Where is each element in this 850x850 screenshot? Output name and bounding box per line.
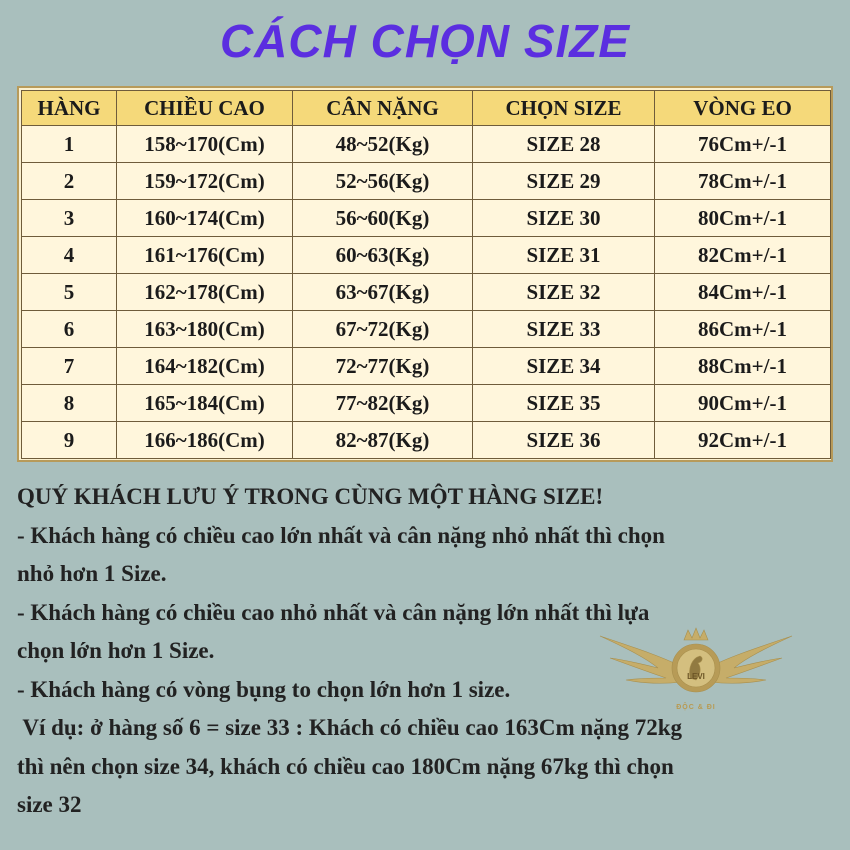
- cell-size: SIZE 30: [473, 200, 655, 237]
- cell-size: SIZE 33: [473, 311, 655, 348]
- note-line: chọn lớn hơn 1 Size.: [17, 638, 215, 663]
- header-size: CHỌN SIZE: [473, 91, 655, 126]
- cell-waist: 88Cm+/-1: [655, 348, 831, 385]
- cell-row-number: 9: [22, 422, 117, 459]
- notes-heading: QUÝ KHÁCH LƯU Ý TRONG CÙNG MỘT HÀNG SIZE!: [17, 484, 604, 509]
- cell-weight: 52~56(Kg): [293, 163, 473, 200]
- cell-size: SIZE 36: [473, 422, 655, 459]
- cell-weight: 72~77(Kg): [293, 348, 473, 385]
- table-row: [22, 237, 831, 274]
- cell-height: 164~182(Cm): [117, 348, 293, 385]
- winged-crest-icon: [596, 618, 796, 718]
- cell-waist: 82Cm+/-1: [655, 237, 831, 274]
- cell-row-number: 1: [22, 126, 117, 163]
- cell-waist: 92Cm+/-1: [655, 422, 831, 459]
- note-line: - Khách hàng có chiều cao lớn nhất và cân nặng nhỏ nhất thì chọn: [17, 522, 665, 548]
- cell-height: 166~186(Cm): [117, 422, 293, 459]
- cell-height: 161~176(Cm): [117, 237, 293, 274]
- cell-waist: 78Cm+/-1: [655, 163, 831, 200]
- header-height: CHIỀU CAO: [117, 91, 293, 126]
- note-line: - Khách hàng có chiều cao nhỏ nhất và cân nặng lớn nhất thì lựa: [17, 599, 650, 625]
- cell-weight: 77~82(Kg): [293, 385, 473, 422]
- cell-size: SIZE 32: [473, 274, 655, 311]
- table-row: [22, 311, 831, 348]
- cell-weight: 67~72(Kg): [293, 311, 473, 348]
- cell-height: 163~180(Cm): [117, 311, 293, 348]
- cell-waist: 86Cm+/-1: [655, 311, 831, 348]
- cell-waist: 80Cm+/-1: [655, 200, 831, 237]
- cell-height: 160~174(Cm): [117, 200, 293, 237]
- cell-row-number: 4: [22, 237, 117, 274]
- cell-weight: 82~87(Kg): [293, 422, 473, 459]
- table-row: [22, 348, 831, 385]
- example-line: size 32: [17, 792, 82, 817]
- cell-height: 159~172(Cm): [117, 163, 293, 200]
- cell-weight: 60~63(Kg): [293, 237, 473, 274]
- table-row: [22, 163, 831, 200]
- cell-row-number: 2: [22, 163, 117, 200]
- table-row: [22, 385, 831, 422]
- cell-size: SIZE 31: [473, 237, 655, 274]
- header-row-number: HÀNG: [22, 91, 117, 126]
- cell-weight: 48~52(Kg): [293, 126, 473, 163]
- cell-weight: 56~60(Kg): [293, 200, 473, 237]
- cell-size: SIZE 34: [473, 348, 655, 385]
- cell-height: 158~170(Cm): [117, 126, 293, 163]
- brand-tagline: ĐỘC & ĐI: [676, 704, 716, 711]
- cell-row-number: 5: [22, 274, 117, 311]
- brand-logo: [596, 618, 796, 718]
- table-header-row: [22, 91, 831, 126]
- table-row: [22, 200, 831, 237]
- cell-height: 162~178(Cm): [117, 274, 293, 311]
- cell-row-number: 6: [22, 311, 117, 348]
- table-row: [22, 126, 831, 163]
- note-line: - Khách hàng có vòng bụng to chọn lớn hơn 1 size.: [17, 676, 511, 702]
- cell-waist: 84Cm+/-1: [655, 274, 831, 311]
- cell-waist: 90Cm+/-1: [655, 385, 831, 422]
- cell-row-number: 8: [22, 385, 117, 422]
- header-weight: CÂN NẶNG: [293, 91, 473, 126]
- size-table: [21, 90, 831, 459]
- cell-row-number: 7: [22, 348, 117, 385]
- cell-waist: 76Cm+/-1: [655, 126, 831, 163]
- cell-size: SIZE 28: [473, 126, 655, 163]
- cell-size: SIZE 29: [473, 163, 655, 200]
- example-line: Ví dụ: ở hàng số 6 = size 33 : Khách có chiều cao 163Cm nặng 72kg: [17, 715, 683, 740]
- table-row: [22, 422, 831, 459]
- cell-height: 165~184(Cm): [117, 385, 293, 422]
- brand-name: LEVI: [687, 672, 705, 681]
- page-title: CÁCH CHỌN SIZE: [219, 15, 631, 67]
- note-line: nhỏ hơn 1 Size.: [17, 561, 167, 586]
- table-row: [22, 274, 831, 311]
- example-line: thì nên chọn size 34, khách có chiều cao 180Cm nặng 67kg thì chọn: [17, 753, 674, 779]
- cell-size: SIZE 35: [473, 385, 655, 422]
- header-waist: VÒNG EO: [655, 91, 831, 126]
- cell-row-number: 3: [22, 200, 117, 237]
- size-table-frame: [17, 86, 833, 462]
- cell-weight: 63~67(Kg): [293, 274, 473, 311]
